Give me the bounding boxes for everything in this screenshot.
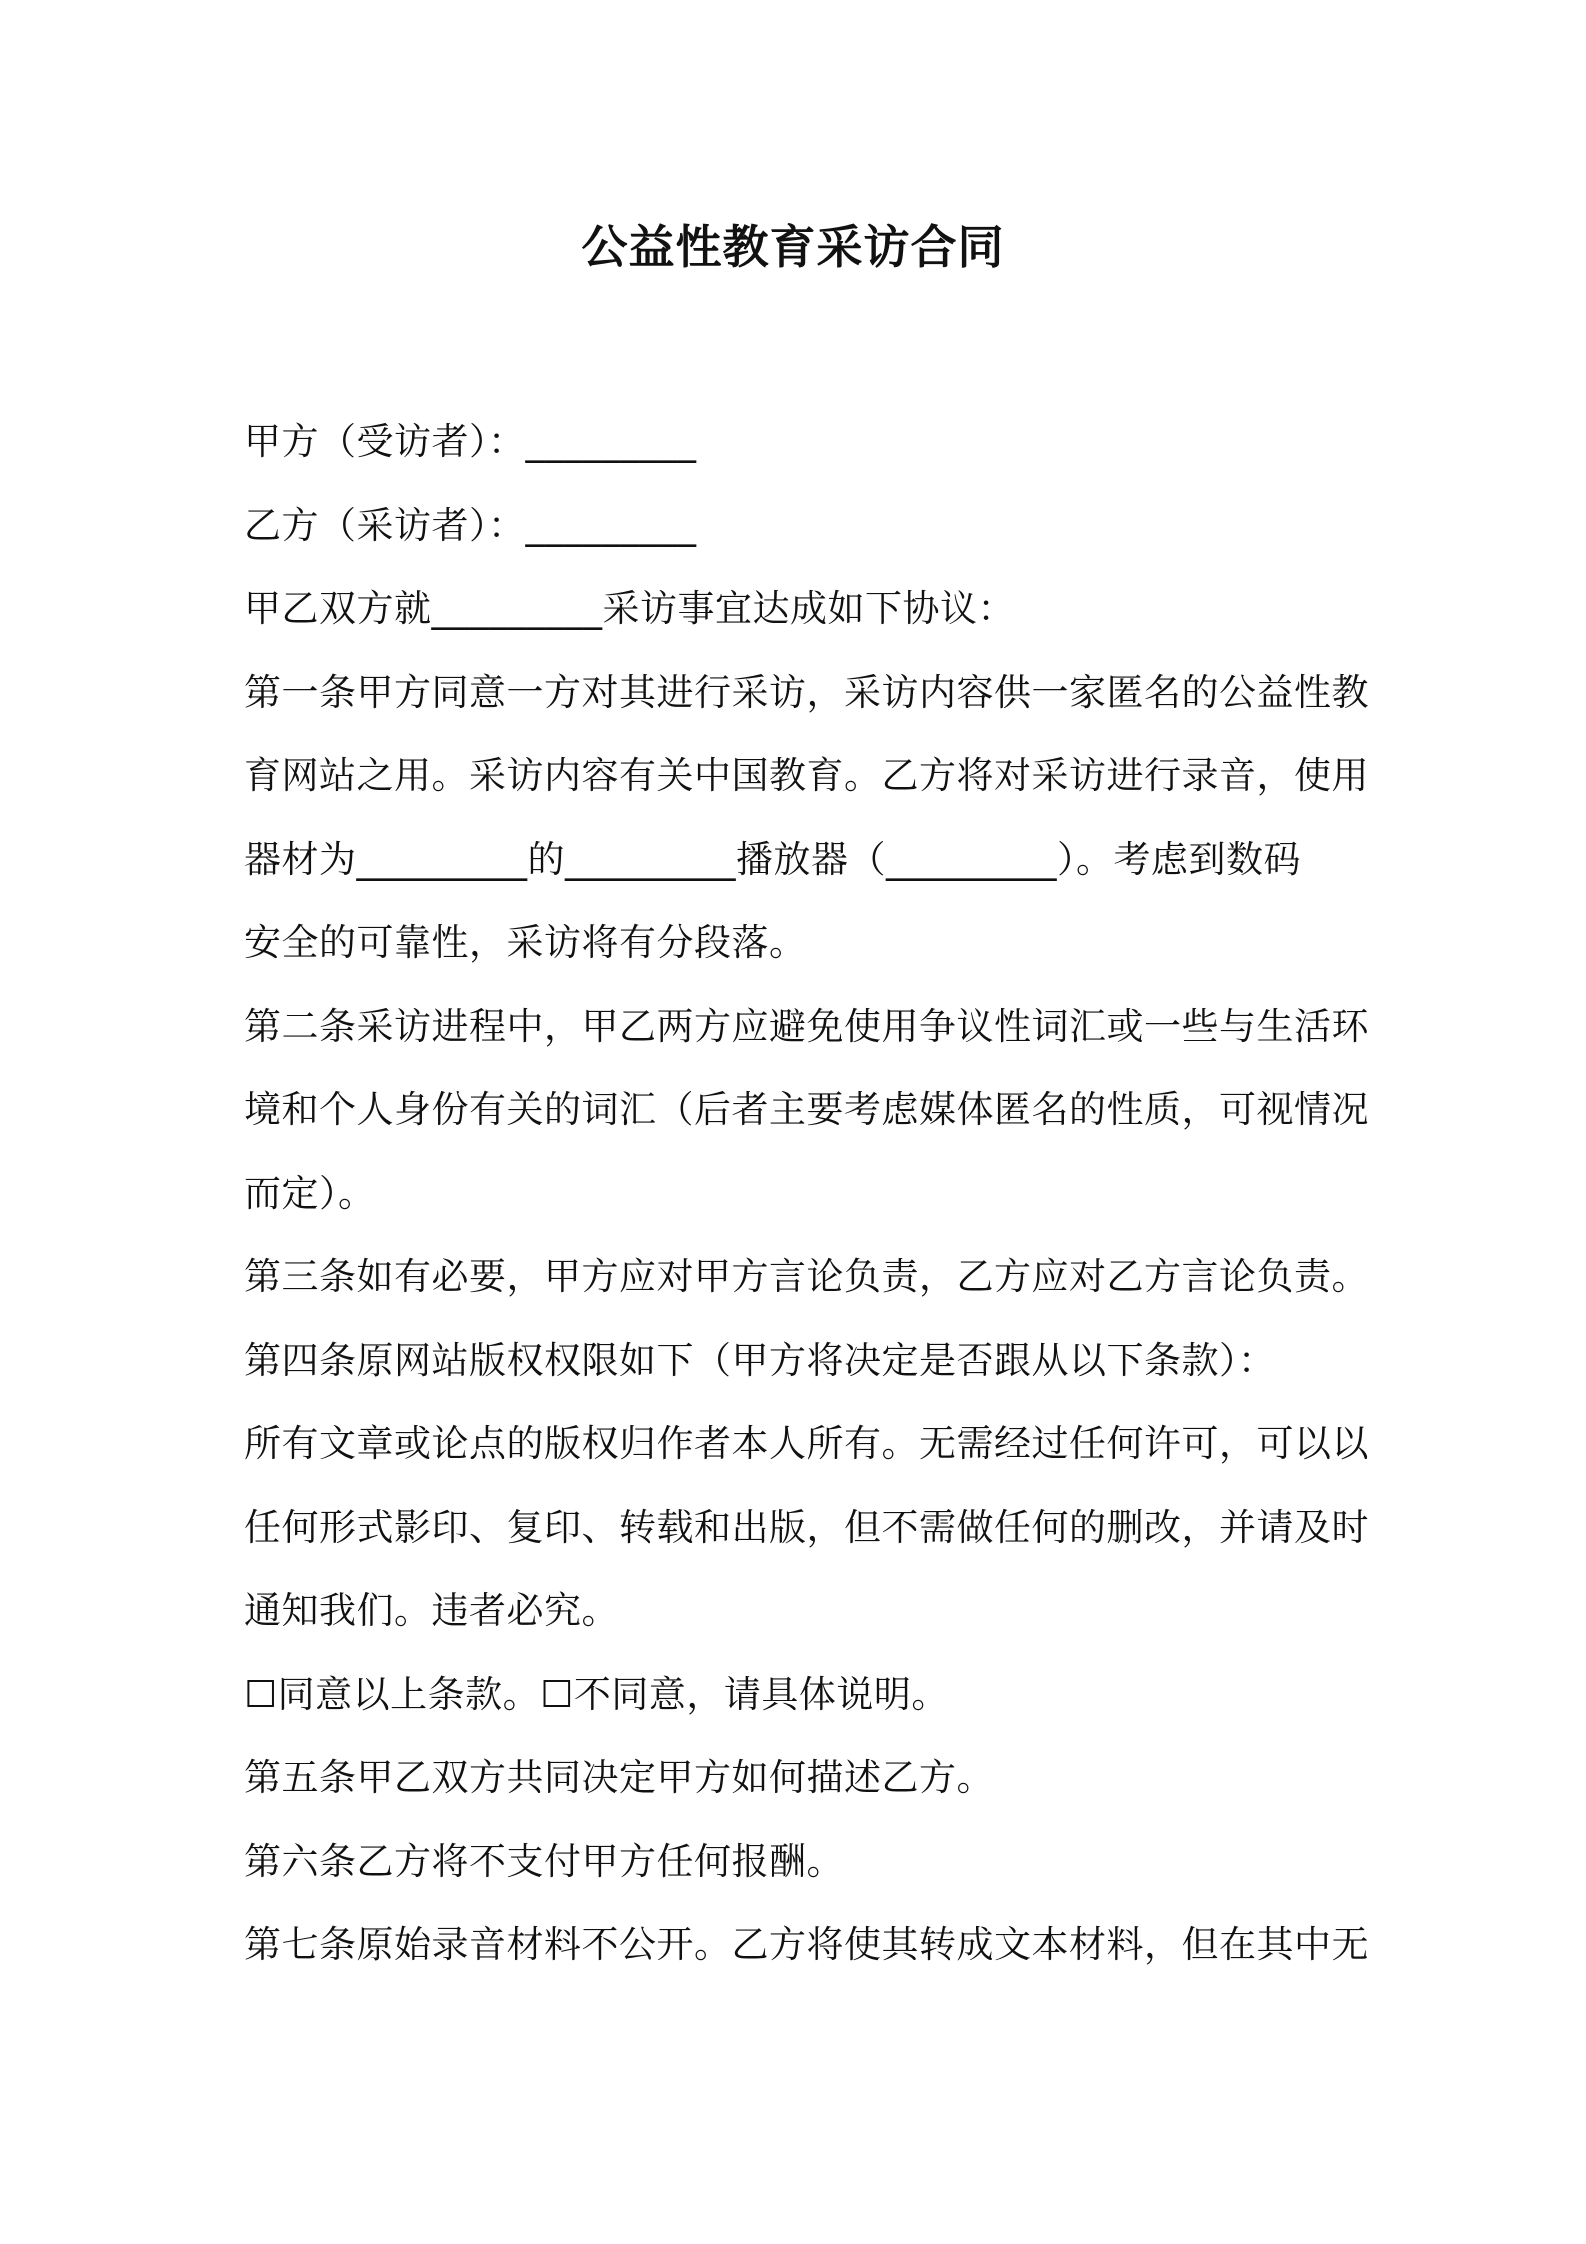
agreement-intro-line: 甲乙双方就_________采访事宜达成如下协议： xyxy=(244,587,1015,630)
article-3-line: 第三条如有必要，甲方应对甲方言论负责，乙方应对乙方言论负责。 xyxy=(244,1255,1369,1298)
consent-checkbox-line: ☐同意以上条款。☐不同意，请具体说明。 xyxy=(244,1673,949,1716)
article-1-line-3: 器材为_________的_________播放器（_________）。考虑到数码 xyxy=(244,838,1301,881)
party-b-line: 乙方（采访者）：_________ xyxy=(244,504,697,547)
article-1-line-1: 第一条甲方同意一方对其进行采访，采访内容供一家匿名的公益性教 xyxy=(244,671,1369,714)
article-2-line-3: 而定）。 xyxy=(244,1172,376,1215)
article-6-line: 第六条乙方将不支付甲方任何报酬。 xyxy=(244,1840,844,1883)
party-a-line: 甲方（受访者）：_________ xyxy=(244,420,697,463)
copyright-clause-line-1: 所有文章或论点的版权归作者本人所有。无需经过任何许可，可以以 xyxy=(244,1422,1369,1465)
copyright-clause-line-3: 通知我们。违者必究。 xyxy=(244,1589,619,1632)
article-2-line-1: 第二条采访进程中，甲乙两方应避免使用争议性词汇或一些与生活环 xyxy=(244,1005,1369,1048)
article-2-line-2: 境和个人身份有关的词汇（后者主要考虑媒体匿名的性质，可视情况 xyxy=(244,1088,1369,1131)
article-1-line-2: 育网站之用。采访内容有关中国教育。乙方将对采访进行录音，使用 xyxy=(244,754,1369,797)
article-4-line: 第四条原网站版权权限如下（甲方将决定是否跟从以下条款）： xyxy=(244,1339,1276,1382)
article-1-line-4: 安全的可靠性，采访将有分段落。 xyxy=(244,921,807,964)
article-7-line: 第七条原始录音材料不公开。乙方将使其转成文本材料，但在其中无 xyxy=(244,1923,1369,1966)
copyright-clause-line-2: 任何形式影印、复印、转载和出版，但不需做任何的删改，并请及时 xyxy=(244,1506,1369,1549)
document-title: 公益性教育采访合同 xyxy=(581,220,1005,274)
article-5-line: 第五条甲乙双方共同决定甲方如何描述乙方。 xyxy=(244,1756,994,1799)
